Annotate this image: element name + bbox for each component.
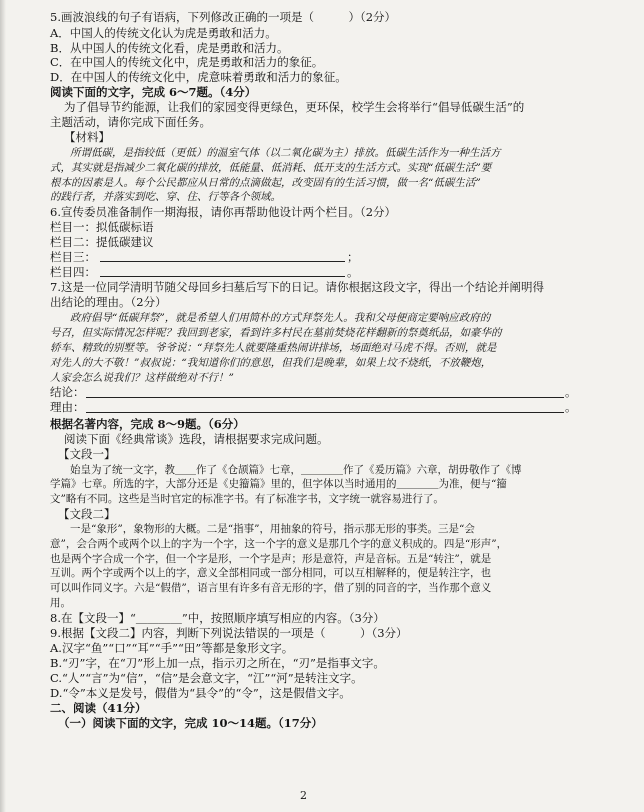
- conclusion-blank[interactable]: [86, 397, 564, 398]
- punctuation: 。: [565, 400, 577, 415]
- q5-stem: 5.画波浪线的句子有语病，下列修改正确的一项是（ ）（2分）: [50, 10, 397, 25]
- q7-stem-line2: 出结论的理由。（2分）: [50, 294, 167, 309]
- column-one: 栏目一：拟低碳标语: [50, 220, 154, 235]
- read89-intro: 阅读下面《经典常谈》选段，请根据要求完成问题。: [64, 432, 329, 447]
- reason-label: 理由：: [50, 400, 85, 415]
- diary-line: 人家会怎么说我们？这样做绝对不行！”: [50, 371, 234, 384]
- column-two: 栏目二：提低碳建议: [50, 234, 154, 249]
- q9-stem: 9.根据【文段二】内容，判断下列说法错误的一项是（ ）（3分）: [50, 626, 408, 641]
- page-number: 2: [300, 789, 307, 802]
- column-three-blank[interactable]: [100, 261, 345, 262]
- column-three-label: 栏目三：: [50, 249, 96, 264]
- segment-two-tag: 【文段二】: [58, 507, 116, 522]
- diary-line: 轿车、精致的别墅等。爷爷说：“拜祭先人就要隆重热闹讲排场，场面绝对马虎不得。否则，就是: [50, 341, 497, 354]
- diary-line: 对先人的大不敬！”叔叔说：“我知道你们的意思，但我们是晚辈，如果上坟不烧纸，不放鞭炮，: [50, 356, 492, 369]
- page-edge-shadow: [0, 0, 6, 812]
- q5-option-c: C．在中国人的传统文化中，虎是勇敢和活力的象征。: [50, 55, 324, 70]
- material-line: 根本的因素是人。每个公民都应从日常的点滴做起，改变固有的生活习惯，做一名“低碳生活”: [50, 176, 481, 189]
- segment-two-line: 也是两个字合成一个字，但一个字是形，一个字是声；形是意符，声是音标。五是“转注”，就是: [50, 552, 492, 565]
- material-line: 所谓低碳，是指较低（更低）的温室气体（以二氧化碳为主）排放。低碳生活作为一种生活方: [70, 146, 501, 159]
- segment-one-line: 文”略有不同。这些是当时官定的标准字书。有了标准字书，文字统一就容易进行了。: [50, 493, 444, 506]
- diary-line: 号召，但实际情况怎样呢？我回到老家，看到许多村民在墓前焚烧花样翻新的祭奠纸品，如豪华的: [50, 327, 502, 340]
- q9-option-b: B.“刃”字，在“刀”形上加一点，指示刃之所在，“刃”是指事文字。: [50, 656, 385, 671]
- punctuation: ；: [347, 249, 359, 264]
- diary-line: 政府倡导“低碳拜祭”，就是希望人们用简朴的方式拜祭先人。我和父母便商定要响应政府的: [70, 312, 491, 325]
- segment-two-line: 用。: [50, 597, 71, 610]
- conclusion-label: 结论：: [50, 385, 85, 400]
- column-four-blank[interactable]: [100, 276, 345, 277]
- material-tag: 【材料】: [64, 129, 110, 144]
- punctuation: 。: [347, 264, 359, 279]
- section-two-title: 二、阅读（41分）: [50, 701, 147, 716]
- q9-option-a: A.汉字“鱼”“口”“耳”“手”“田”等都是象形文字。: [50, 641, 294, 656]
- material-line: 式，其实就是指减少二氧化碳的排放，低能量、低消耗、低开支的生活方式。实现“低碳生活”要: [50, 161, 492, 174]
- read67-heading: 阅读下面的文字，完成 6～7题。（4分）: [50, 85, 257, 100]
- material-line: 的践行者，并落实到吃、穿、住、行等各个领域。: [50, 191, 281, 204]
- segment-two-line: 可以叫作同义字。六是“假借”，语言里有许多有音无形的字，借了别的同音的字，当作那个意义: [50, 582, 492, 595]
- column-four-label: 栏目四：: [50, 264, 96, 279]
- section-two-subtitle: （一）阅读下面的文字，完成 10～14题。（17分）: [58, 716, 323, 731]
- q9-option-d: D.“令”本义是发号，假借为“县令”的“令”，这是假借文字。: [50, 686, 351, 701]
- read67-intro-line2: 主题活动，请你完成下面任务。: [50, 114, 211, 129]
- q8-stem: 8.在【文段一】“＿＿＿＿”中，按照顺序填写相应的内容。（3分）: [50, 611, 385, 626]
- segment-one-line: 学篇》七章。所选的字，大部分还是《史籀篇》里的，但字体以当时通用的＿＿＿＿为准，便与“籀: [50, 478, 507, 491]
- segment-one-tag: 【文段一】: [58, 447, 116, 462]
- q5-option-a: A．中国人的传统文化认为虎是勇敢和活力。: [50, 25, 277, 40]
- segment-two-line: 意”，会合两个或两个以上的字为一个字，这一个字的意义是那几个字的意义积成的。四是“形声”，: [50, 537, 508, 550]
- q9-option-c: C.“人”“言”为“信”，“信”是会意文字，“江”“河”是转注文字。: [50, 671, 363, 686]
- q5-option-b: B．从中国人的传统文化看，虎是勇敢和活力。: [50, 40, 289, 55]
- q7-stem-line1: 7.这是一位同学清明节随父母回乡扫墓后写下的日记。请你根据这段文字，得出一个结论并阐明得: [50, 280, 544, 295]
- reason-blank[interactable]: [86, 412, 564, 413]
- segment-two-line: 互训。两个字或两个以上的字，意义全部相同或一部分相同，可以互相解释的，便是转注字，也: [50, 567, 491, 580]
- q6-stem: 6.宣传委员准备制作一期海报，请你再帮助他设计两个栏目。（2分）: [50, 205, 397, 220]
- q5-option-d: D．在中国人的传统文化中，虎意味着勇敢和活力的象征。: [50, 70, 347, 85]
- read67-intro-line1: 为了倡导节约能源，让我们的家园变得更绿色，更环保，校学生会将举行“倡导低碳生活”的: [64, 99, 525, 114]
- read89-heading: 根据名著内容，完成 8～9题。（6分）: [50, 417, 245, 432]
- segment-one-line: 始皇为了统一文字，教＿＿作了《仓颉篇》七章，＿＿＿＿作了《爰历篇》六章，胡毋敬作了《博: [70, 463, 522, 476]
- punctuation: 。: [565, 385, 577, 400]
- segment-two-line: 一是“象形”，象物形的大概。二是“指事”，用抽象的符号，指示那无形的事类。三是“会: [70, 522, 475, 535]
